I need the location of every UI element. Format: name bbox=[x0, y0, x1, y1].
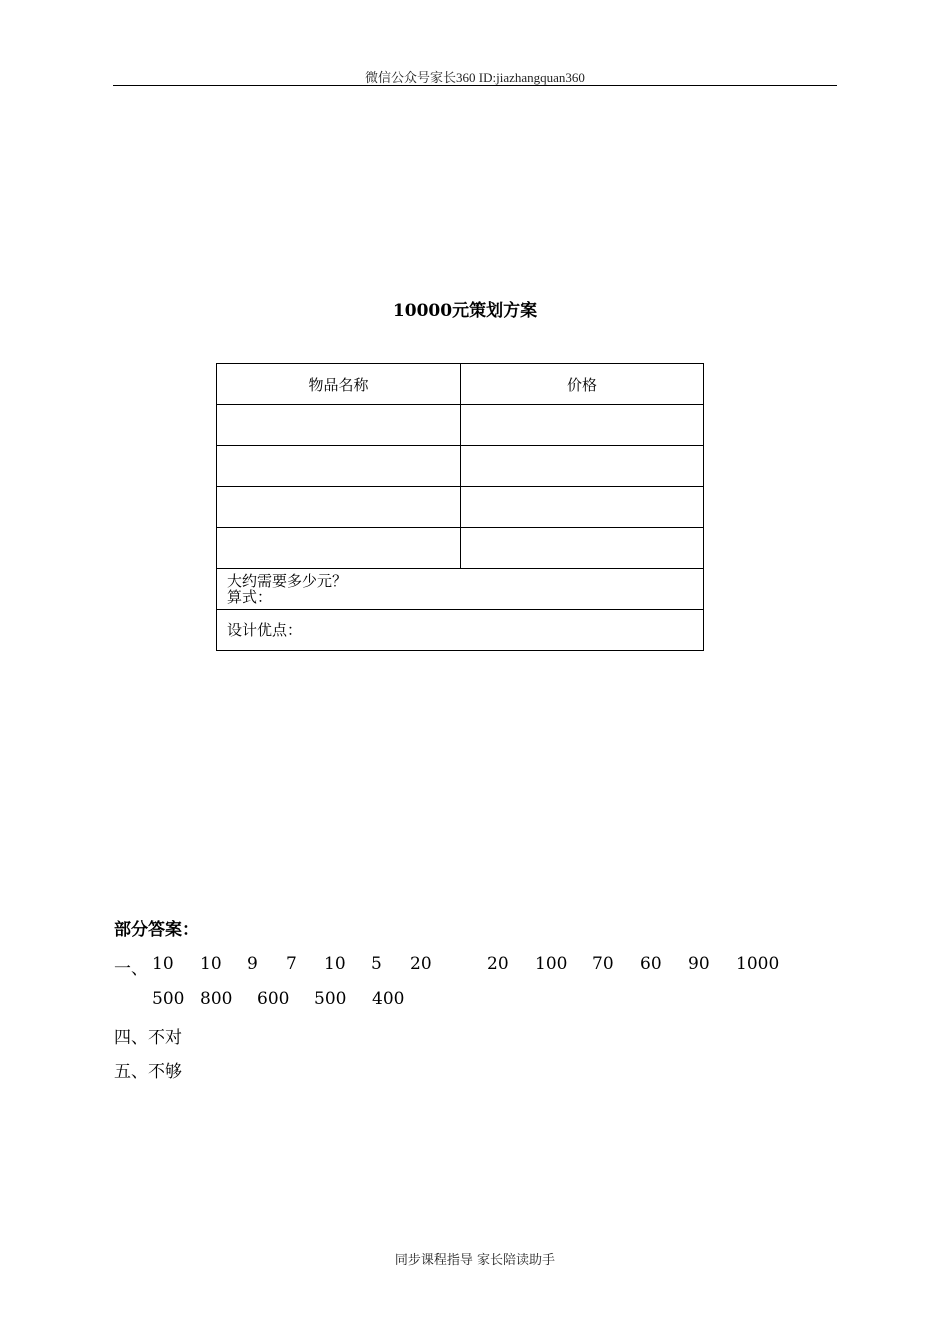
answer-value: 1000 bbox=[736, 954, 780, 974]
answer-value: 400 bbox=[372, 989, 405, 1009]
table-cell-item bbox=[217, 446, 461, 487]
plan-table bbox=[216, 363, 704, 651]
table-cell-item bbox=[217, 528, 461, 569]
answer-row-5: 五、不够 bbox=[114, 1062, 182, 1082]
answer-value: 500 bbox=[152, 989, 185, 1009]
table-row bbox=[217, 446, 704, 487]
table-cell-price bbox=[461, 446, 704, 487]
column-header-item-name: 物品名称 bbox=[217, 364, 461, 405]
answer-value: 800 bbox=[200, 989, 233, 1009]
answer-value: 60 bbox=[640, 954, 662, 974]
answer-value: 9 bbox=[247, 954, 258, 974]
page-header-text: 微信公众号家长360 ID:jiazhangquan360 bbox=[365, 70, 585, 85]
answer-value: 10 bbox=[324, 954, 346, 974]
answer-value: 100 bbox=[535, 954, 568, 974]
table-cell-price bbox=[461, 528, 704, 569]
advantage-label: 设计优点： bbox=[217, 610, 704, 651]
answers-title: 部分答案： bbox=[114, 920, 199, 940]
table-cell-price bbox=[461, 487, 704, 528]
answer-row-1-prefix: 一、 bbox=[114, 959, 148, 979]
answer-value: 10 bbox=[152, 954, 174, 974]
answer-value: 90 bbox=[688, 954, 710, 974]
document-title: 10000元策划方案 bbox=[392, 301, 538, 321]
answer-value: 600 bbox=[257, 989, 290, 1009]
table-row bbox=[217, 528, 704, 569]
answer-value: 20 bbox=[487, 954, 509, 974]
table-row bbox=[217, 487, 704, 528]
table-row bbox=[217, 405, 704, 446]
header-divider bbox=[113, 85, 837, 86]
table-cell-item bbox=[217, 487, 461, 528]
answer-value: 70 bbox=[592, 954, 614, 974]
estimate-label: 大约需要多少元？ bbox=[227, 572, 348, 590]
answer-value: 500 bbox=[314, 989, 347, 1009]
formula-label: 算式： bbox=[227, 588, 273, 606]
table-cell-item bbox=[217, 405, 461, 446]
answer-value: 7 bbox=[286, 954, 297, 974]
answer-value: 10 bbox=[200, 954, 222, 974]
estimate-cell bbox=[217, 569, 704, 610]
column-header-price: 价格 bbox=[461, 364, 704, 405]
table-header-row bbox=[217, 364, 704, 405]
answer-value: 20 bbox=[410, 954, 432, 974]
page-footer-text: 同步课程指导 家长陪读助手 bbox=[394, 1253, 556, 1268]
advantage-row bbox=[217, 610, 704, 651]
answer-value: 5 bbox=[371, 954, 382, 974]
estimate-row bbox=[217, 569, 704, 610]
table-cell-price bbox=[461, 405, 704, 446]
answer-row-4: 四、不对 bbox=[114, 1028, 182, 1048]
